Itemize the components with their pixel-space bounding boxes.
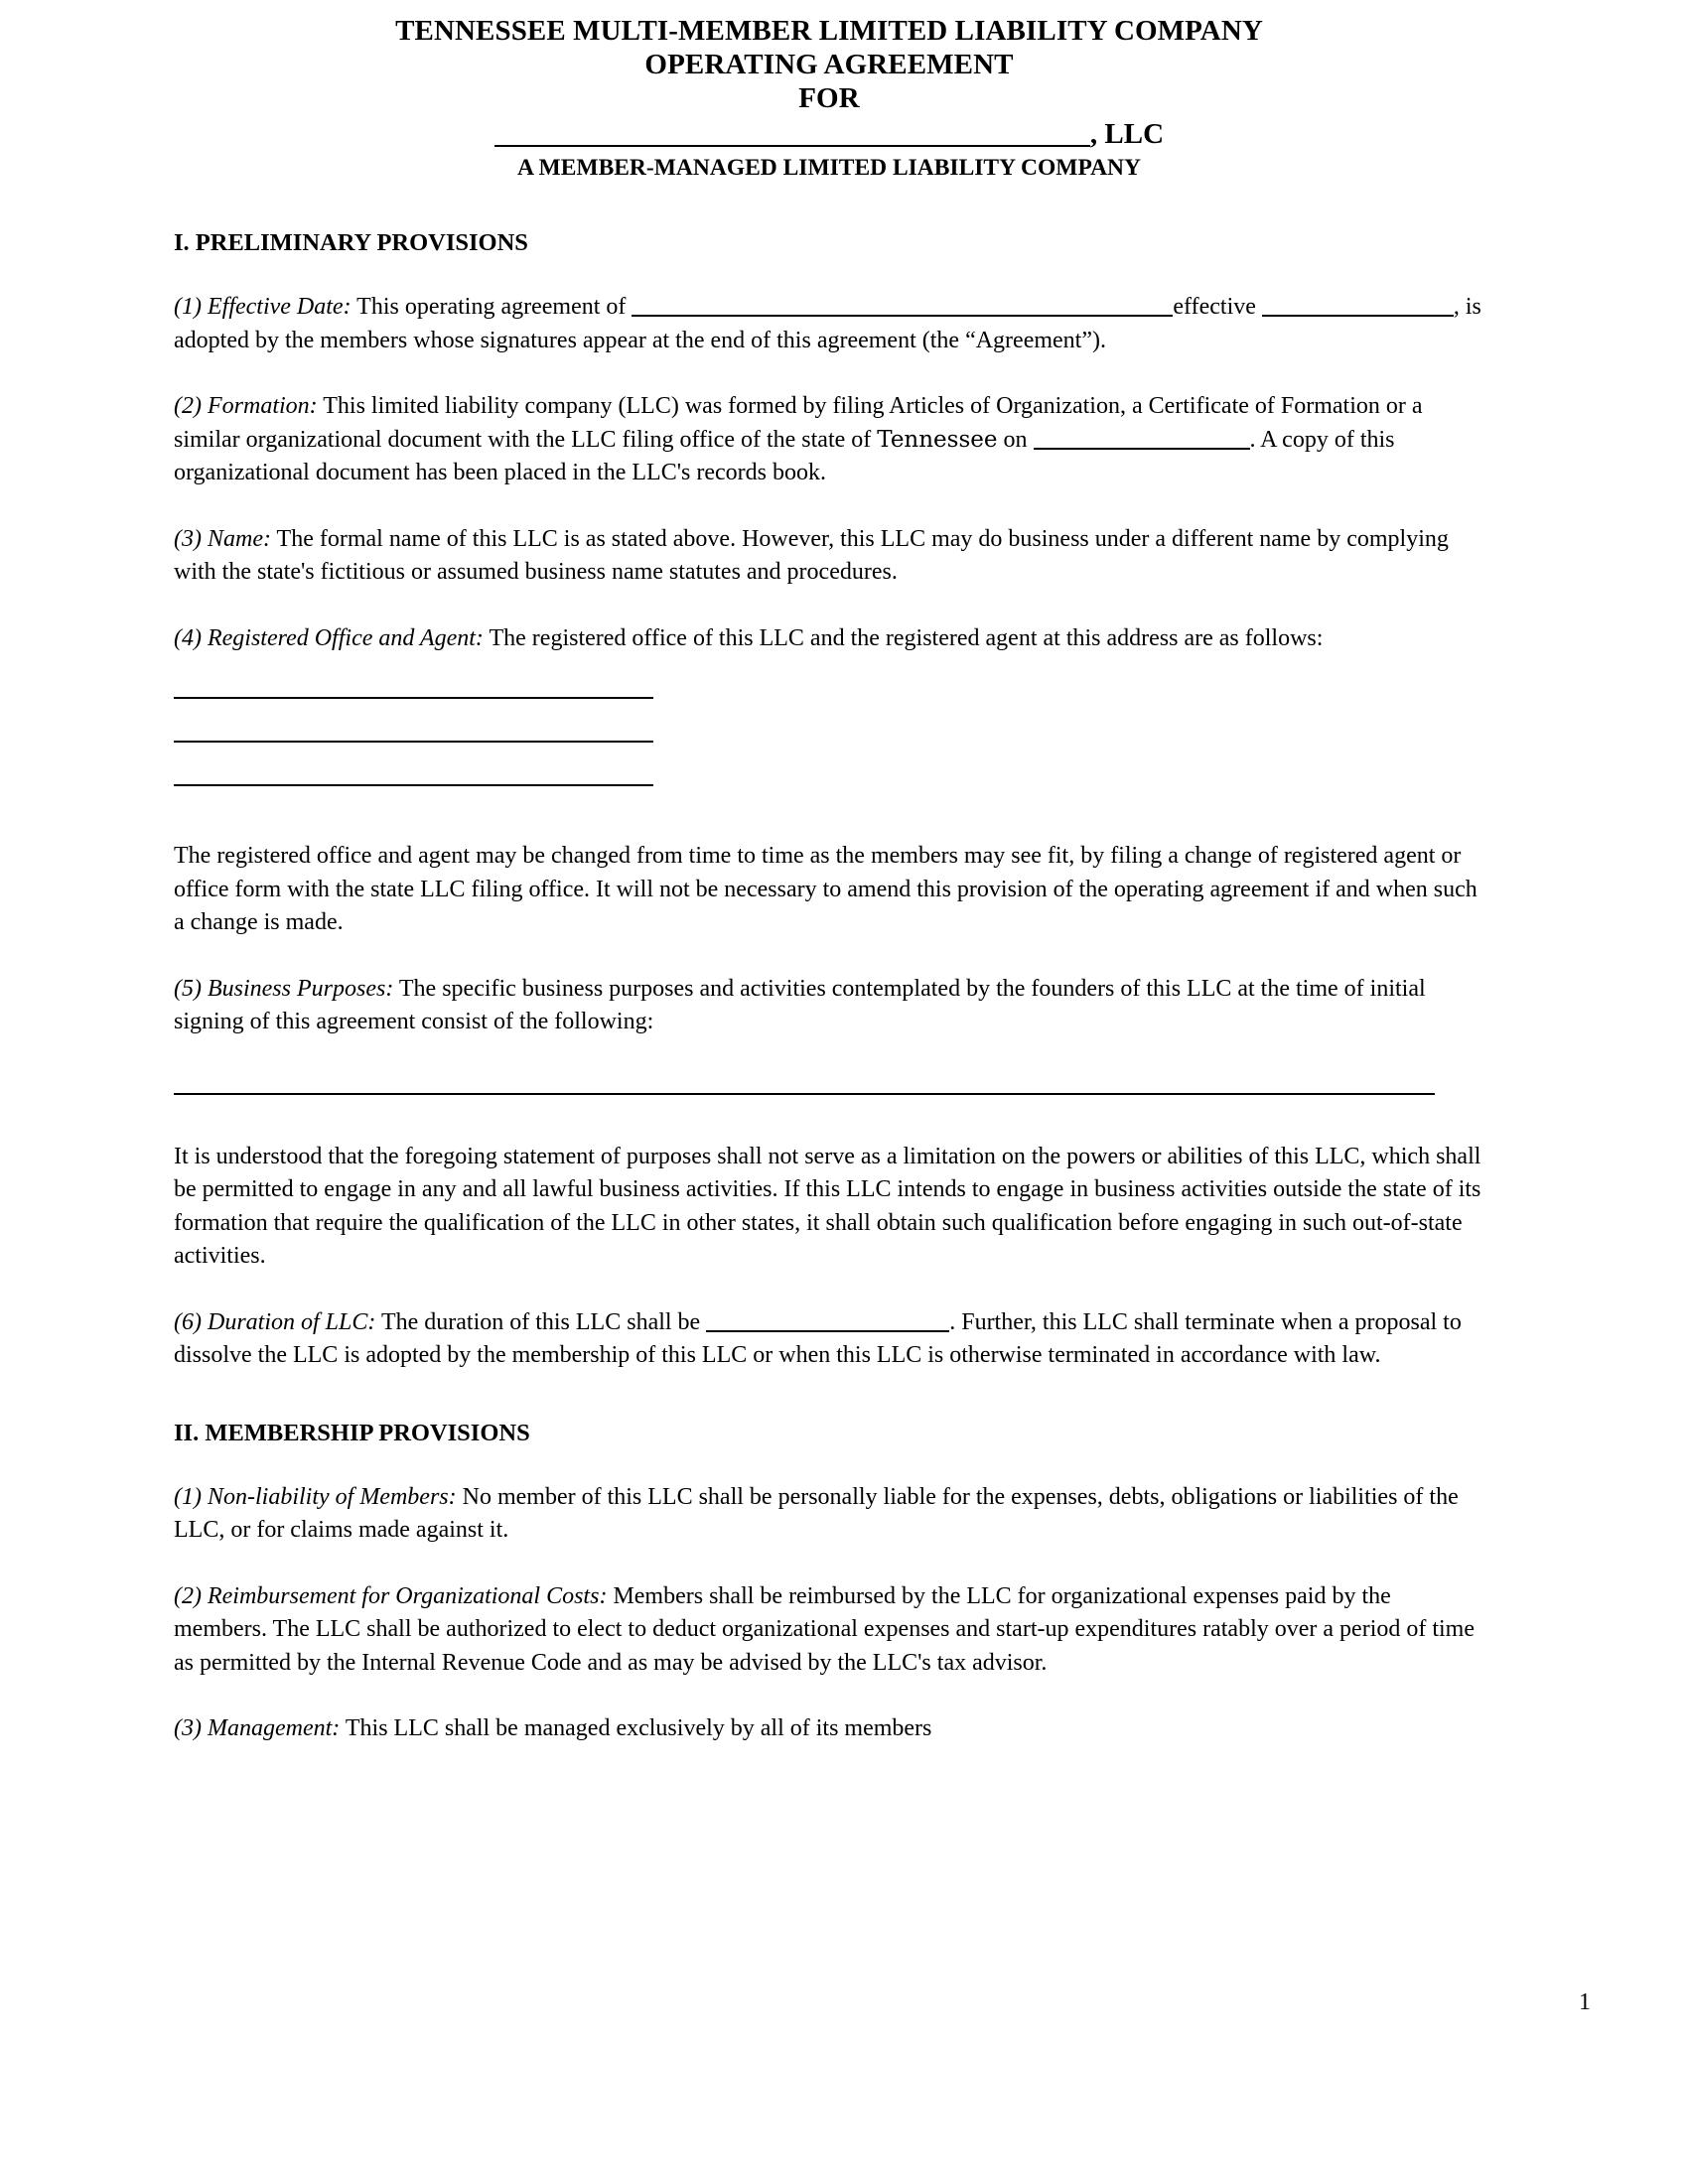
effective-date-blank[interactable]: [1262, 294, 1454, 317]
duration-blank[interactable]: [706, 1309, 949, 1332]
reimbursement-text: Members shall be reimbursed by the LLC for organizational expenses paid by the members. The LLC shall be authorized to elect to deduct organizational expenses and start-up expenditures ratably over a period of time as permitted by the Internal Revenue Code and as may be advised by the LLC's tax advisor.: [174, 1582, 1476, 1676]
paragraph-registered-office-followup: The registered office and agent may be changed from time to time as the members may see fit, by filing a change of registered agent or office form with the state LLC filing office. It will not be necessary to amend this provision of the operating agreement if and when such a change is made.: [174, 843, 1477, 935]
management-text: This LLC shall be managed exclusively by all of its members: [345, 1715, 932, 1741]
company-suffix: , LLC: [1089, 118, 1165, 150]
paragraph-reimbursement-for-organizational-costs: [174, 1580, 1484, 1681]
effective-date-text-c: , is adopted by the members whose signatures appear at the end of this agreement (the “Agreement”).: [174, 294, 1481, 353]
paragraph-label-management: (3) Management:: [174, 1715, 341, 1741]
paragraph-label-business-purposes: (5) Business Purposes:: [174, 975, 394, 1002]
formation-date-blank[interactable]: [1034, 427, 1250, 450]
paragraph-duration-of-llc: [174, 1306, 1484, 1373]
document-title-line-3: FOR: [798, 82, 860, 114]
formation-text-c: . A copy of this organizational document has been placed in the LLC's records book.: [174, 426, 1395, 485]
effective-date-text-a: This operating agreement of: [356, 294, 627, 320]
spacer: [174, 1274, 1484, 1306]
spacer: [174, 1039, 1484, 1093]
spacer: [174, 699, 1484, 741]
paragraph-label-registered-office-and-agent: (4) Registered Office and Agent:: [174, 624, 484, 651]
spacer: [174, 786, 1484, 840]
spacer: [174, 655, 1484, 697]
paragraph-label-reimbursement-for-organizational-costs: (2) Reimbursement for Organizational Costs:: [174, 1582, 608, 1609]
document-body: [174, 14, 1484, 1746]
spacer: [174, 182, 1484, 228]
business-purposes-text: The specific business purposes and activities contemplated by the founders of this LLC at the time of initial signing of this agreement consist of the following:: [174, 975, 1426, 1034]
spacer: [174, 490, 1484, 523]
duration-text-a: The duration of this LLC shall be: [380, 1308, 701, 1335]
section-heading-membership-provisions: II. MEMBERSHIP PROVISIONS: [174, 1419, 530, 1446]
paragraph-name: [174, 523, 1484, 590]
paragraph-effective-date: [174, 291, 1484, 357]
non-liability-text: No member of this LLC shall be personally liable for the expenses, debts, obligations or liabilities of the LLC, or for claims made against it.: [174, 1483, 1459, 1543]
paragraph-label-name: (3) Name:: [174, 525, 271, 552]
spacer: [174, 1373, 1484, 1419]
registered-office-text: The registered office of this LLC and the registered agent at this address are as follows:: [489, 624, 1324, 651]
spacer: [174, 590, 1484, 622]
paragraph-non-liability-of-members: [174, 1481, 1484, 1548]
paragraph-business-purposes: [174, 973, 1484, 1039]
company-name-row: [174, 115, 1484, 153]
paragraph-registered-office-and-agent: [174, 622, 1484, 656]
paragraph-label-formation: (2) Formation:: [174, 393, 318, 419]
formation-text-a: This limited liability company (LLC) was formed by filing Articles of Organization, a Certificate of Formation or a similar organizational document with the LLC filing office of the state of: [174, 393, 1423, 453]
paragraph-label-duration-of-llc: (6) Duration of LLC:: [174, 1308, 376, 1335]
spacer: [174, 258, 1484, 291]
section-heading-preliminary-provisions: I. PRELIMINARY PROVISIONS: [174, 229, 528, 256]
page-number: 1: [1579, 1989, 1591, 2015]
document-title-block: [174, 14, 1484, 182]
spacer: [174, 1095, 1484, 1141]
spacer: [174, 1448, 1484, 1481]
paragraph-label-effective-date: (1) Effective Date:: [174, 294, 352, 320]
spacer: [174, 940, 1484, 973]
spacer: [174, 1680, 1484, 1712]
spacer: [174, 1548, 1484, 1580]
paragraph-label-non-liability-of-members: (1) Non-liability of Members:: [174, 1483, 457, 1510]
company-name-blank[interactable]: [494, 119, 1090, 147]
document-title-line-2: OPERATING AGREEMENT: [644, 49, 1014, 80]
effective-date-text-b: effective: [1173, 294, 1256, 320]
duration-text-b: . Further, this LLC shall terminate when a proposal to dissolve the LLC is adopted by the membership of this LLC or when this LLC is otherwise terminated in accordance with law.: [174, 1308, 1462, 1368]
spacer: [174, 743, 1484, 784]
paragraph-formation: [174, 390, 1484, 490]
formation-text-b: on: [1003, 426, 1028, 453]
spacer: [174, 357, 1484, 390]
agreement-name-blank[interactable]: [632, 294, 1173, 317]
paragraph-management: [174, 1712, 1484, 1746]
name-text: The formal name of this LLC is as stated above. However, this LLC may do business under a different name by complying with the state's fictitious or assumed business name statutes and procedures.: [174, 525, 1449, 585]
document-title-line-1: TENNESSEE MULTI-MEMBER LIMITED LIABILITY COMPANY: [395, 15, 1263, 47]
document-subtitle: A MEMBER-MANAGED LIMITED LIABILITY COMPANY: [517, 155, 1141, 181]
state-name: Tennessee: [877, 426, 998, 453]
paragraph-business-purposes-followup: It is understood that the foregoing statement of purposes shall not serve as a limitation on the powers or abilities of this LLC, which shall be permitted to engage in any and all lawful business activities. If this LLC intends to engage in business activities outside the state of its formation that require the qualification of the LLC in other states, it shall obtain such qualification before engaging in such out-of-state activities.: [174, 1143, 1481, 1269]
